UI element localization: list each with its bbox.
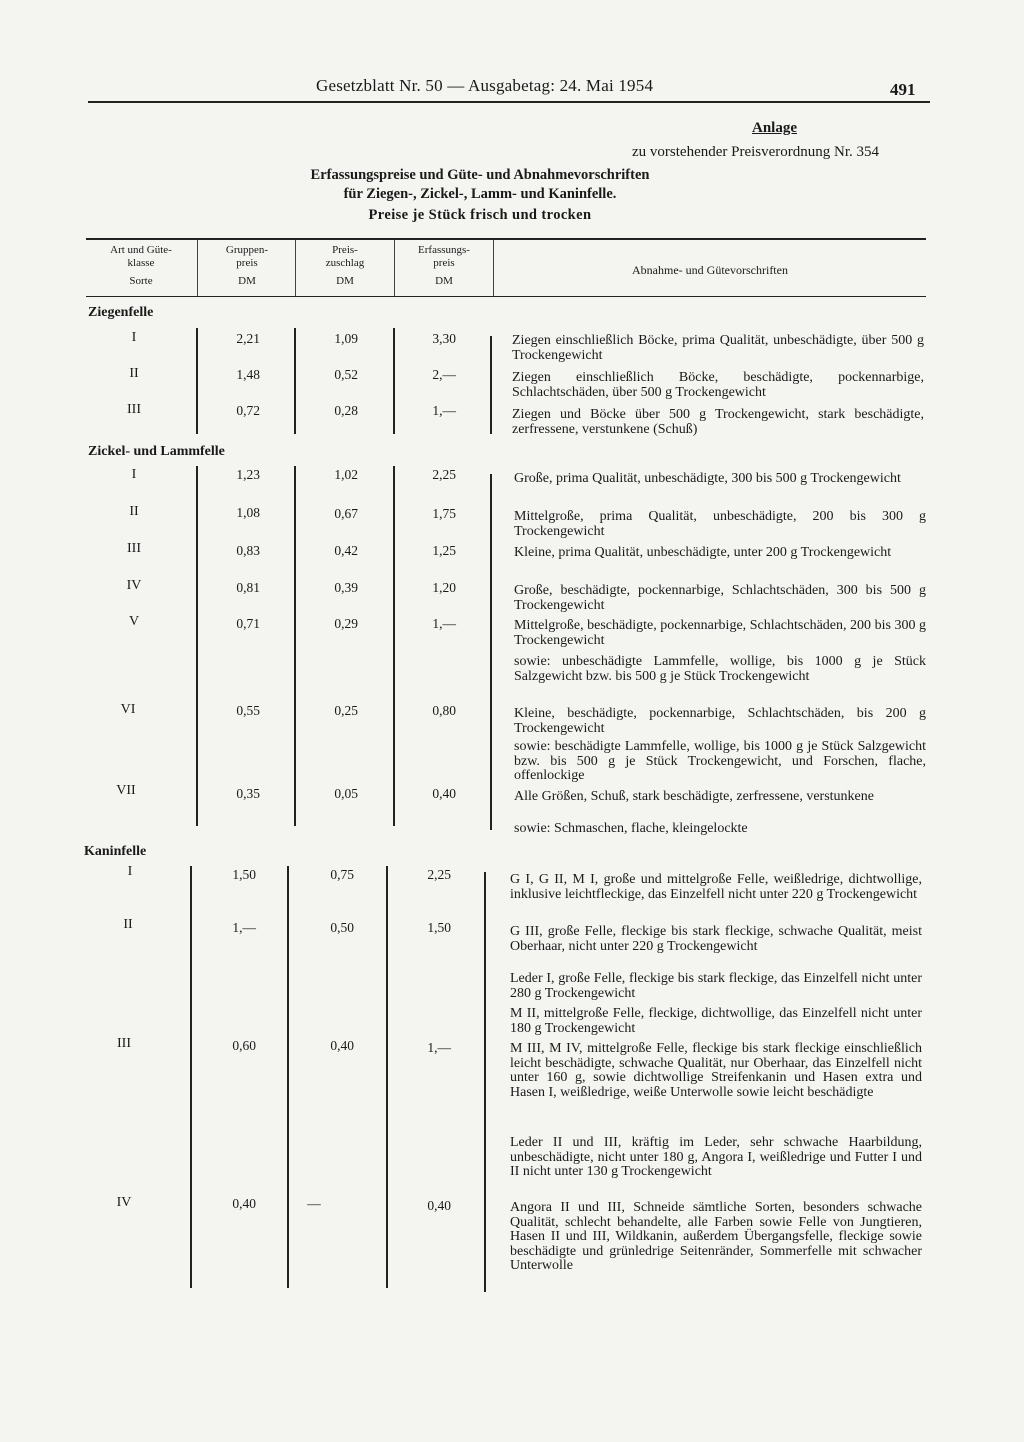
row-description: Ziegen und Böcke über 500 g Trockengewicht, stark beschädigte, zerfressene, verstunkene (Schuß) <box>512 407 924 437</box>
row-surcharge: 0,50 <box>330 920 354 935</box>
row-description: Alle Größen, Schuß, stark beschädigte, zerfressene, verstunkene <box>514 789 874 804</box>
col-divider <box>394 240 395 296</box>
row-collection-price: 1,75 <box>432 506 456 521</box>
row-surcharge: 1,09 <box>334 331 358 346</box>
row-collection-price: 3,30 <box>432 331 456 346</box>
row-group-price: 0,60 <box>232 1038 256 1053</box>
section-title-kid-lamb: Zickel- und Lammfelle <box>88 444 225 459</box>
row-surcharge: 0,05 <box>334 786 358 801</box>
row-group-price: 1,50 <box>232 867 256 882</box>
col-divider <box>196 328 198 434</box>
col-header-class: Art und Güte- klasse Sorte <box>110 244 172 287</box>
row-group-price: 0,81 <box>236 580 260 595</box>
col-divider <box>294 328 296 434</box>
row-collection-price: 0,40 <box>432 786 456 801</box>
row-group-price: 0,55 <box>236 703 260 718</box>
annex-label: Anlage <box>752 120 797 136</box>
row-surcharge: 0,29 <box>334 616 358 631</box>
row-collection-price: 1,20 <box>432 580 456 595</box>
annex-reference: zu vorstehender Preisverordnung Nr. 354 <box>632 144 880 160</box>
row-group-price: 1,08 <box>236 505 260 520</box>
row-surcharge: 0,39 <box>334 580 358 595</box>
row-description-alt: sowie: Schmaschen, flache, kleingelockte <box>514 821 748 836</box>
running-title: Gesetzblatt Nr. 50 — Ausgabetag: 24. Mai 1954 <box>316 76 654 95</box>
col-divider <box>393 466 395 826</box>
row-class: III <box>127 541 141 556</box>
col-divider <box>493 240 494 296</box>
row-group-price: 1,— <box>232 920 256 935</box>
col-divider <box>393 328 395 434</box>
row-class: II <box>129 366 139 381</box>
col-divider <box>490 474 492 830</box>
row-class: III <box>117 1036 131 1051</box>
row-surcharge: 0,42 <box>334 543 358 558</box>
col-divider <box>386 866 388 1288</box>
col-header-surcharge: Preis- zuschlag DM <box>325 244 365 287</box>
row-description: Ziegen einschließlich Böcke, beschädigte, pockennarbige, Schlachtschäden, über 500 g Trockengewicht <box>512 370 924 400</box>
row-collection-price: 2,25 <box>427 867 451 882</box>
row-collection-price: 1,— <box>427 1040 451 1055</box>
table-top-rule <box>86 238 926 240</box>
row-class: I <box>131 330 137 345</box>
row-description: Große, prima Qualität, unbeschädigte, 300 bis 500 g Trockengewicht <box>514 471 901 486</box>
row-collection-price: 1,25 <box>432 543 456 558</box>
col-divider <box>294 466 296 826</box>
row-group-price: 0,71 <box>236 616 260 631</box>
section-title-goat: Ziegenfelle <box>88 305 154 320</box>
row-class: VII <box>116 783 136 798</box>
row-group-price: 0,83 <box>236 543 260 558</box>
row-class: I <box>131 467 137 482</box>
row-surcharge: 0,25 <box>334 703 358 718</box>
row-description-alt: Leder I, große Felle, fleckige bis stark fleckige, das Einzelfell nicht unter 280 g Trockengewicht <box>510 971 922 1001</box>
row-collection-price: 1,50 <box>427 920 451 935</box>
col-divider <box>287 866 289 1288</box>
row-collection-price: 1,— <box>432 616 456 631</box>
row-surcharge: 0,52 <box>334 367 358 382</box>
row-description-alt: sowie: unbeschädigte Lammfelle, wollige, bis 1000 g je Stück Salzgewicht bzw. bis 500 g je Stück Trockengewicht <box>514 654 926 684</box>
row-surcharge: 1,02 <box>334 467 358 482</box>
title-line-1: Erfassungspreise und Güte- und Abnahmevorschriften <box>310 167 650 183</box>
row-collection-price: 2,25 <box>432 467 456 482</box>
row-class: II <box>129 504 139 519</box>
row-group-price: 1,23 <box>236 467 260 482</box>
row-class: III <box>127 402 141 417</box>
header-rule <box>88 101 930 103</box>
row-class: IV <box>126 578 142 593</box>
row-description: M III, M IV, mittelgroße Felle, fleckige bis stark fleckige einschließlich leicht beschädigte, schwache Qualität, nur Oberhaar, das Einzelfell nicht unter 160 g, sowie dichtwollige Streifenkanin und Hasen extra und Hasen I, weißledrige, weiße Unterwolle sowie leicht beschädigte <box>510 1041 922 1100</box>
row-description: Mittelgroße, beschädigte, pockennarbige, Schlachtschäden, 200 bis 300 g Trockengewicht <box>514 618 926 648</box>
row-description: Große, beschädigte, pockennarbige, Schlachtschäden, 300 bis 500 g Trockengewicht <box>514 583 926 613</box>
row-description: G I, G II, M I, große und mittelgroße Felle, weißledrige, dichtwollige, inklusive leichtfleckige, das Einzelfell nicht unter 220 g Trockengewicht <box>510 872 922 902</box>
row-group-price: 0,35 <box>236 786 260 801</box>
title-line-3: Preise je Stück frisch und trocken <box>368 207 592 223</box>
row-group-price: 0,72 <box>236 403 260 418</box>
row-class: II <box>123 917 133 932</box>
col-divider <box>484 872 486 1292</box>
row-surcharge: 0,28 <box>334 403 358 418</box>
row-collection-price: 0,40 <box>427 1198 451 1213</box>
table-header-rule <box>86 296 926 297</box>
col-divider <box>190 866 192 1288</box>
row-group-price: 0,40 <box>232 1196 256 1211</box>
row-surcharge: — <box>307 1196 321 1211</box>
row-description: Ziegen einschließlich Böcke, prima Qualität, unbeschädigte, über 500 g Trockengewicht <box>512 333 924 363</box>
row-class: I <box>127 864 133 879</box>
row-collection-price: 1,— <box>432 403 456 418</box>
row-description: Kleine, prima Qualität, unbeschädigte, unter 200 g Trockengewicht <box>514 545 892 560</box>
col-divider <box>490 336 492 434</box>
row-class: IV <box>116 1195 132 1210</box>
col-header-collection-price: Erfassungs- preis DM <box>418 244 470 287</box>
row-group-price: 1,48 <box>236 367 260 382</box>
row-description-alt: sowie: beschädigte Lammfelle, wollige, bis 1000 g je Stück Salzgewicht bzw. bis 500 g je Stück Trockengewicht, und Forschen, flache, offenlockige <box>514 739 926 784</box>
row-class: V <box>128 614 140 629</box>
row-description-alt: M II, mittelgroße Felle, fleckige, dichtwollige, das Einzelfell nicht unter 180 g Trockengewicht <box>510 1006 922 1036</box>
row-description: Kleine, beschädigte, pockennarbige, Schlachtschäden, bis 200 g Trockengewicht <box>514 706 926 736</box>
page-number: 491 <box>890 80 916 99</box>
row-description: Mittelgroße, prima Qualität, unbeschädigte, 200 bis 300 g Trockengewicht <box>514 509 926 539</box>
row-description: Angora II und III, Schneide sämtliche Sorten, besonders schwache Qualität, schlecht behandelte, alle Farben sowie Felle von Jungtieren, Hasen II und III, Wildkanin, außerdem Übergangsfelle, fleckige sowie beschädigte und grünledrige Seitenränder, Sommerfelle mit schwacher Unterwolle <box>510 1200 922 1274</box>
col-divider <box>295 240 296 296</box>
title-line-2: für Ziegen-, Zickel-, Lamm- und Kaninfelle. <box>343 186 617 202</box>
row-class: VI <box>120 702 136 717</box>
row-description-alt: Leder II und III, kräftig im Leder, sehr schwache Haarbildung, unbeschädigte, nicht unter 180 g, Angora I, weißledrige und Futter I und II nicht unter 130 g Trockengewicht <box>510 1135 922 1180</box>
row-description: G III, große Felle, fleckige bis stark fleckige, schwache Qualität, meist Oberhaar, nicht unter 220 g Trockengewicht <box>510 924 922 954</box>
col-divider <box>197 240 198 296</box>
col-divider <box>196 466 198 826</box>
row-surcharge: 0,67 <box>334 506 358 521</box>
row-surcharge: 0,40 <box>330 1038 354 1053</box>
col-header-group-price: Gruppen- preis DM <box>225 244 269 287</box>
row-group-price: 2,21 <box>236 331 260 346</box>
row-collection-price: 0,80 <box>432 703 456 718</box>
section-title-rabbit: Kaninfelle <box>84 844 147 859</box>
col-header-requirements: Abnahme- und Gütevorschriften <box>632 263 788 277</box>
row-collection-price: 2,— <box>432 367 456 382</box>
row-surcharge: 0,75 <box>330 867 354 882</box>
